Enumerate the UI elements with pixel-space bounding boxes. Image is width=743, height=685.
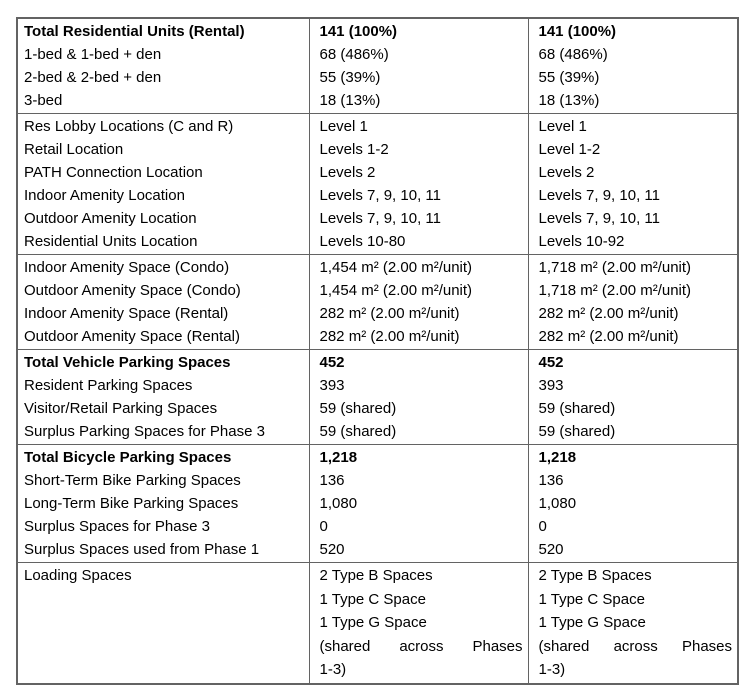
row-value-col3: 59 (shared) [528,420,738,445]
table-row [17,18,738,43]
loading-line: 1 Type G Space [319,614,427,631]
row-value-col2: 68 (486%) [309,43,528,66]
table-row [17,374,738,397]
row-label: Total Residential Units (Rental) [24,23,245,40]
loading-line: 1 Type G Space [538,614,646,631]
row-value-col2: 141 (100%) [309,18,528,43]
table-row [17,255,738,280]
row-value-col2: Levels 1-2 [309,138,528,161]
row-label: 3-bed [24,92,63,109]
section-residential-units [17,18,738,114]
loading-line: 1-3) [538,661,566,678]
row-value-col3: 1,718 m² (2.00 m²/unit) [528,255,738,280]
row-label: PATH Connection Location [24,164,203,181]
table-row [17,302,738,325]
row-value-col3: 68 (486%) [528,43,738,66]
row-label: 1-bed & 1-bed + den [24,46,162,63]
row-label: 2-bed & 2-bed + den [24,69,162,86]
row-value-col3: 55 (39%) [528,66,738,89]
loading-line: 1 Type C Space [538,590,645,608]
row-value-col3: Levels 2 [528,161,738,184]
table-row [17,138,738,161]
row-value-col3: 282 m² (2.00 m²/unit) [528,325,738,350]
row-label: Outdoor Amenity Space (Condo) [24,282,241,299]
row-value-col2: 1,218 [309,445,528,470]
row-label: Residential Units Location [24,233,198,250]
row-label: Retail Location [24,141,124,158]
row-value-col2 [309,563,528,684]
row-label: Visitor/Retail Parking Spaces [24,400,218,417]
row-label: Resident Parking Spaces [24,377,193,394]
row-label: Total Bicycle Parking Spaces [24,449,232,466]
row-value-col3: 141 (100%) [528,18,738,43]
table-row [17,279,738,302]
development-statistics-table [16,17,739,685]
table-row [17,66,738,89]
row-value-col3: 59 (shared) [528,397,738,420]
row-label: Outdoor Amenity Space (Rental) [24,328,240,345]
row-value-col3: Levels 7, 9, 10, 11 [528,207,738,230]
table-row [17,538,738,563]
row-value-col3: Level 1 [528,114,738,139]
row-label: Indoor Amenity Location [24,187,185,204]
row-value-col2: 55 (39%) [309,66,528,89]
row-value-col3: Levels 10-92 [528,230,738,255]
row-value-col3: 1,080 [528,492,738,515]
section-loading-spaces [17,563,738,684]
table-row [17,350,738,375]
row-value-col3 [528,563,738,684]
row-value-col2: 520 [309,538,528,563]
section-amenity-space [17,255,738,350]
table-row [17,230,738,255]
row-value-col2: 282 m² (2.00 m²/unit) [309,302,528,325]
row-value-col2: 1,454 m² (2.00 m²/unit) [309,255,528,280]
row-label: Long-Term Bike Parking Spaces [24,495,239,512]
table-row [17,43,738,66]
row-label: Outdoor Amenity Location [24,210,197,227]
row-value-col2: 1,080 [309,492,528,515]
row-value-col3: 1,218 [528,445,738,470]
row-value-col2: 282 m² (2.00 m²/unit) [309,325,528,350]
section-bicycle-parking [17,445,738,563]
row-value-col3: 0 [528,515,738,538]
section-locations [17,114,738,255]
table-row [17,563,738,684]
row-label: Surplus Spaces used from Phase 1 [24,541,260,558]
row-label: Indoor Amenity Space (Rental) [24,305,229,322]
row-value-col2: Level 1 [309,114,528,139]
row-value-col3: 282 m² (2.00 m²/unit) [528,302,738,325]
row-label: Surplus Spaces for Phase 3 [24,518,210,535]
table-row [17,114,738,139]
row-value-col2: 18 (13%) [309,89,528,114]
loading-line: 1 Type C Space [319,590,426,608]
loading-line: 2 Type B Spaces [319,567,433,584]
row-label: Loading Spaces [24,567,132,584]
loading-line: 1-3) [319,661,347,678]
row-value-col2: 452 [309,350,528,375]
table-row [17,184,738,207]
row-label: Indoor Amenity Space (Condo) [24,259,230,276]
row-value-col3: 136 [528,469,738,492]
table-row [17,515,738,538]
table-row [17,207,738,230]
table-row [17,469,738,492]
row-label: Total Vehicle Parking Spaces [24,354,231,371]
row-value-col2: 59 (shared) [309,397,528,420]
row-value-col2: Levels 10-80 [309,230,528,255]
loading-line: 2 Type B Spaces [538,567,652,584]
row-value-col3: 393 [528,374,738,397]
table-row [17,325,738,350]
section-vehicle-parking [17,350,738,445]
loading-line: (shared across Phases [538,637,732,655]
row-label: Short-Term Bike Parking Spaces [24,472,241,489]
row-label: Surplus Parking Spaces for Phase 3 [24,423,265,440]
row-value-col3: Levels 7, 9, 10, 11 [528,184,738,207]
row-label: Res Lobby Locations (C and R) [24,118,234,135]
row-value-col2: 0 [309,515,528,538]
table-row [17,492,738,515]
table-row [17,89,738,114]
row-value-col2: 393 [309,374,528,397]
table-row [17,445,738,470]
row-value-col3: 1,718 m² (2.00 m²/unit) [528,279,738,302]
row-value-col3: 452 [528,350,738,375]
row-value-col3: 18 (13%) [528,89,738,114]
row-value-col2: Levels 7, 9, 10, 11 [309,184,528,207]
table-row [17,161,738,184]
row-value-col2: Levels 7, 9, 10, 11 [309,207,528,230]
row-value-col3: Level 1-2 [528,138,738,161]
row-value-col2: 1,454 m² (2.00 m²/unit) [309,279,528,302]
table-row [17,420,738,445]
row-value-col2: Levels 2 [309,161,528,184]
row-value-col2: 136 [309,469,528,492]
loading-line: (shared across Phases [319,637,523,655]
row-value-col2: 59 (shared) [309,420,528,445]
row-value-col3: 520 [528,538,738,563]
table-row [17,397,738,420]
